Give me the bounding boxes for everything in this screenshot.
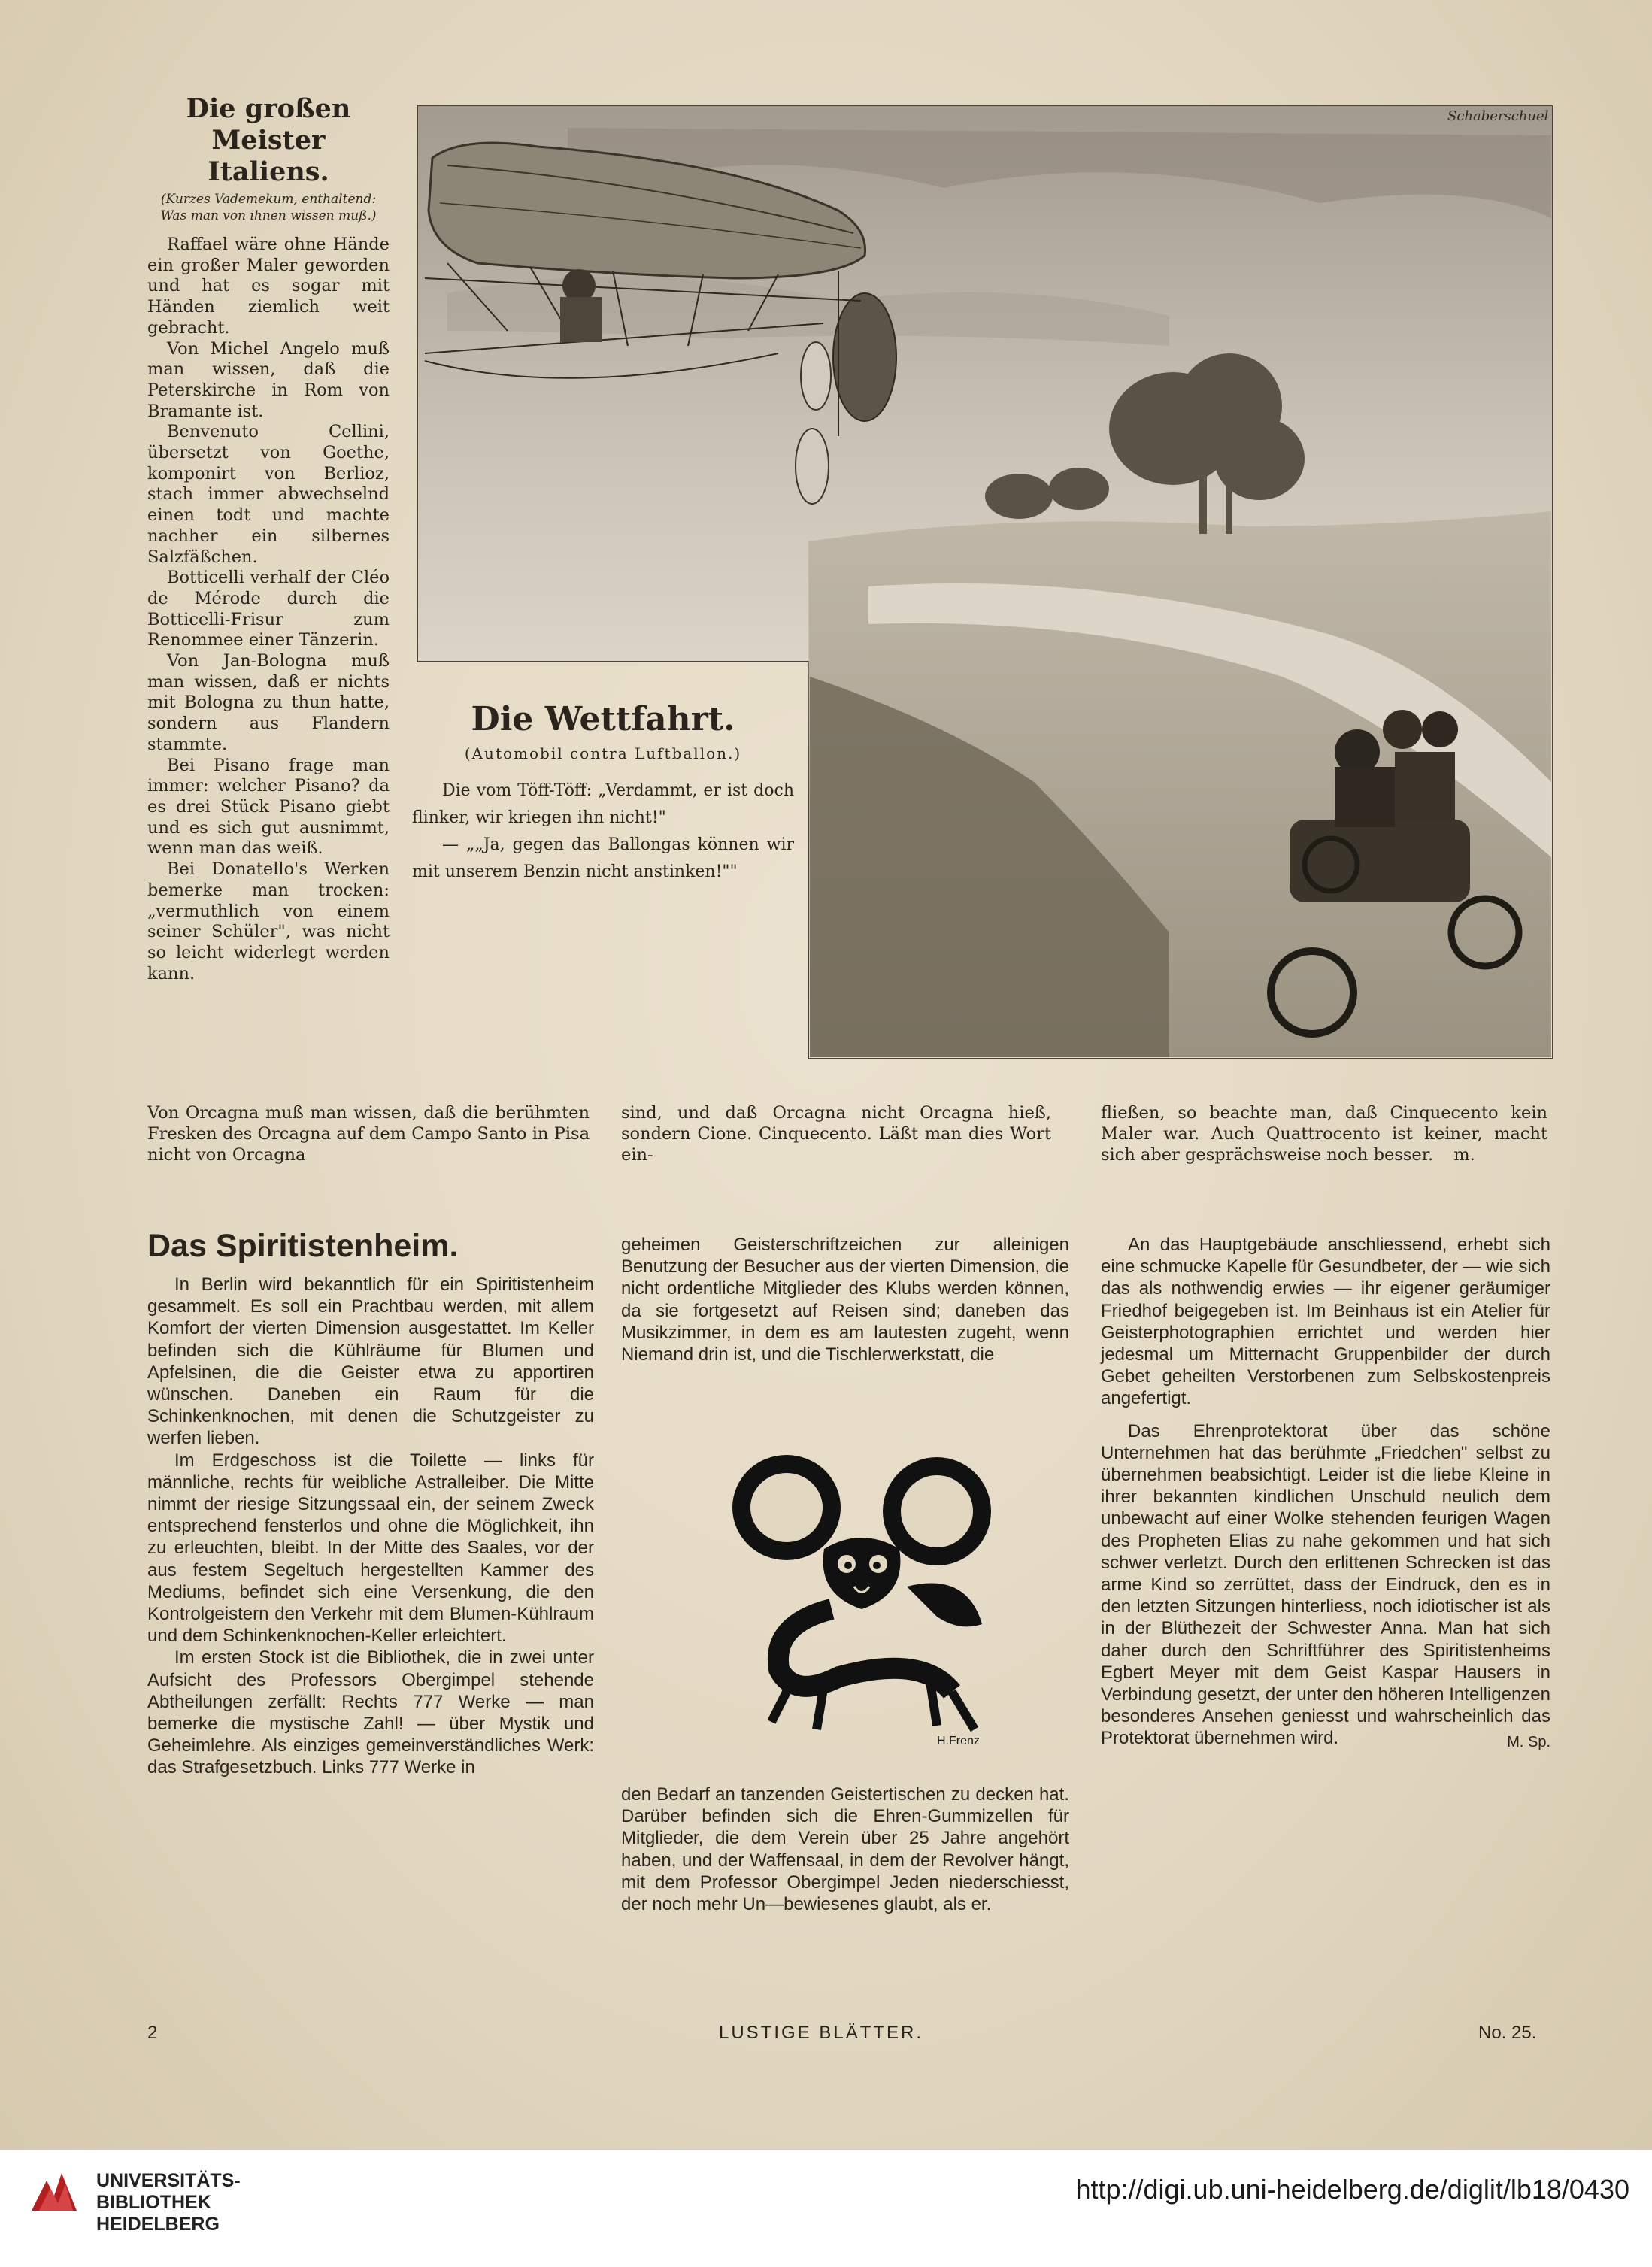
continuation-col-3: [1101, 1102, 1547, 1165]
paragraph-raffael: Raffael wäre ohne Hände ein großer Maler geworden und hat es sogar mit Händen ziemlich weit gebracht.: [147, 235, 390, 338]
continuation-col-1: Von Orcagna muß man wissen, daß die berühmten Fresken des Orcagna auf dem Campo Santo in Pisa nicht von Orcagna: [147, 1103, 590, 1165]
magazine-name: LUSTIGE BLÄTTER.: [719, 2023, 924, 2043]
source-url-link[interactable]: http://digi.ub.uni-heidelberg.de/diglit/lb18/0430: [1075, 2174, 1629, 2205]
library-name: [96, 2170, 241, 2235]
caption-line-2: — „„Ja, gegen das Ballongas können wir mit unserem Benzin nicht anstinken!"": [412, 835, 794, 881]
paragraph-michelangelo: Von Michel Angelo muß man wissen, daß die Peterskirche in Rom von Bramante ist.: [147, 338, 390, 421]
illustration-caption: [412, 699, 794, 886]
spirit-c3-p1: An das Hauptgebäude anschliessend, erhebt sich eine schmucke Kapelle für Gesundbeter, der — wie sich das als nothwendig erwies — ihr eigener geräumiger Friedhof beigegeben ist. Im Beinhaus ist ein Atelier für Geisterphotographien errichtet und werden hier jedesmal um Mitternacht Gruppenbilder der durch Gebet geheilten Verstorbenen zum Selbskostenpreis angefertigt.: [1101, 1235, 1550, 1409]
paragraph-donatello: Bei Donatello's Werken bemerke man trocken: „vermuthlich von einem seiner Schüler", was nicht so leicht widerlegt werden kann.: [147, 859, 390, 983]
left-article-subtitle: (Kurzes Vademekum, enthaltend: Was man von ihnen wissen muß.): [160, 192, 377, 223]
left-article-signature: m.: [1453, 1145, 1475, 1165]
spiritistenheim-title: Das Spiritistenheim.: [147, 1228, 459, 1264]
spirit-c3-p2: Das Ehrenprotektorat über das schöne Unternehmen hat das berühmte „Friedchen" selbst zu übernehmen beabsichtigt. Leider ist die liebe Kleine in ihrer bekannten kindlichen Unschuld neulich dem unbewacht auf einer Wolke stehenden feurigen Wagen des Propheten Elias zu nahe gekommen und hat sich schwer verletzt. Durch den erlittenen Schrecken ist das arme Kind so zerrüttet, dass der Eindruck, den es in den letzten Sitzungen hinterliess, noch idiotischer ist als in der Blüthezeit der Schwester Anna. Man hat sich daher durch den Schriftführer des Spiritistenheims Egbert Meyer mit dem Geist Kaspar Hausers in Verbindung gesetzt, der unter den höheren Intelligenzen besonderes Ansehen geniesst und wahrscheinlich das Protektorat übernehmen wird.: [1101, 1420, 1550, 1749]
left-article: [147, 93, 390, 984]
spirit-c2-bottom: den Bedarf an tanzenden Geistertischen zu decken hat. Darüber befinden sich die Ehren-Gummizellen für Mitglieder, die dem Verein über 25 Jahre angehört haben, und der Waffensaal, in dem der Revolver hängt, mit dem Professor Obergimpel Jeden niederschiesst, der noch mehr Un—bewiesenes glaubt, als er.: [621, 1784, 1069, 1915]
paragraph-bologna: Von Jan-Bologna muß man wissen, daß er nichts mit Bologna zu thun hatte, sondern aus Flandern stammte.: [147, 651, 390, 754]
spirit-column-2b: [621, 1784, 1069, 1915]
spirit-c1-p1: In Berlin wird bekanntlich für ein Spiritistenheim gesammelt. Es soll ein Prachtbau werden, mit allem Komfort der vierten Dimension ausgestattet. Im Keller befinden sich die Kühlräume für Blumen und Apfelsinen, die die Geister etwa zu apportiren wünschen. Daneben ein Raum für die Schinkenknochen, mit denen die Schutzgeister zu werfen lieben.: [147, 1274, 594, 1449]
library-name-line-2: BIBLIOTHEK: [96, 2192, 211, 2213]
paragraph-cellini: Benvenuto Cellini, übersetzt von Goethe, komponirt von Berlioz, stach immer abwechselnd einen todt und machte nachher ein silbernes Salzfäßchen.: [147, 422, 390, 567]
paragraph-botticelli: Botticelli verhalf der Cléo de Mérode durch die Botticelli-Frisur zum Renommee einer Tänzerin.: [147, 568, 390, 650]
caption-title: Die Wettfahrt.: [471, 700, 735, 738]
spirit-c1-p3: Im ersten Stock ist die Bibliothek, die in zwei unter Aufsicht des Professors Obergimpel stehende Abtheilungen zerfällt: Rechts 777 Werke — man bemerke die mystische Zahl! — über Mystik und Geheimlehre. Als einziges gemeinverständliches Werk: das Strafgesetzbuch. Links 777 Werke in: [147, 1647, 594, 1778]
spirit-c2-top: geheimen Geisterschriftzeichen zur alleinigen Benutzung der Besucher aus der vierten Dimension, die nicht ordentliche Mitglieder des Klubs werden können, da sie fortgesetzt auf Reisen sind; daneben das Musikzimmer, in dem es am lautesten zugeht, wenn Niemand drin ist, und die Tischlerwerkstatt, die: [621, 1235, 1069, 1365]
spirit-signature: M. Sp.: [1507, 1733, 1550, 1750]
library-footer-bar: [0, 2149, 1652, 2267]
spirit-column-1: [147, 1274, 594, 1779]
artist-signature: Schaberschuel: [1447, 108, 1549, 124]
paragraph-pisano: Bei Pisano frage man immer: welcher Pisano? da es drei Stück Pisano giebt und es sich gut ausnimmt, wenn man das weiß.: [147, 755, 390, 859]
issue-number: No. 25.: [1478, 2023, 1537, 2043]
spirit-column-2: [621, 1234, 1069, 1365]
spirit-column-3: [1101, 1234, 1550, 1753]
wettfahrt-illustration: [417, 105, 1553, 1059]
left-article-title-2: Italiens.: [208, 156, 329, 187]
figure-signature: H.Frenz: [937, 1735, 980, 1747]
caption-line-1: Die vom Töff-Töff: „Verdammt, er ist doch flinker, wir kriegen ihn nicht!": [412, 781, 794, 827]
page-number: 2: [147, 2023, 158, 2043]
continuation-col-3-text: fließen, so beachte man, daß Cinquecento kein Maler war. Auch Quattrocento ist keiner, macht sich aber gesprächsweise noch besser.: [1101, 1103, 1547, 1165]
caption-subtitle: (Automobil contra Luftballon.): [464, 744, 742, 762]
spirit-c1-p2: Im Erdgeschoss ist die Toilette — links für männliche, rechts für weibliche Astralleiber. Die Mitte nimmt der riesige Sitzungssaal ein, der seinem Zweck entsprechend fensterlos und ohne die Möglichkeit, ihn zu erleuchten, bleibt. In der Mitte des Saales, vor der aus festem Segeltuch hergestellten Kammer des Mediums, befindet sich eine Versenkung, die den Kontrolgeistern den Verkehr mit dem Blumen-Kühlraum und dem Schinkenknochen-Keller erleichtert.: [147, 1450, 594, 1647]
university-library-logo-icon: [24, 2158, 84, 2218]
left-article-title: Die großen Meister: [186, 93, 351, 156]
continuation-col-2: sind, und daß Orcagna nicht Orcagna hieß, sondern Cione. Cinquecento. Läßt man dies Wort ein-: [621, 1103, 1051, 1165]
library-name-line-1: UNIVERSITÄTS-: [96, 2170, 241, 2191]
spirit-creature-figure: [711, 1451, 1012, 1752]
library-name-line-3: HEIDELBERG: [96, 2214, 220, 2235]
